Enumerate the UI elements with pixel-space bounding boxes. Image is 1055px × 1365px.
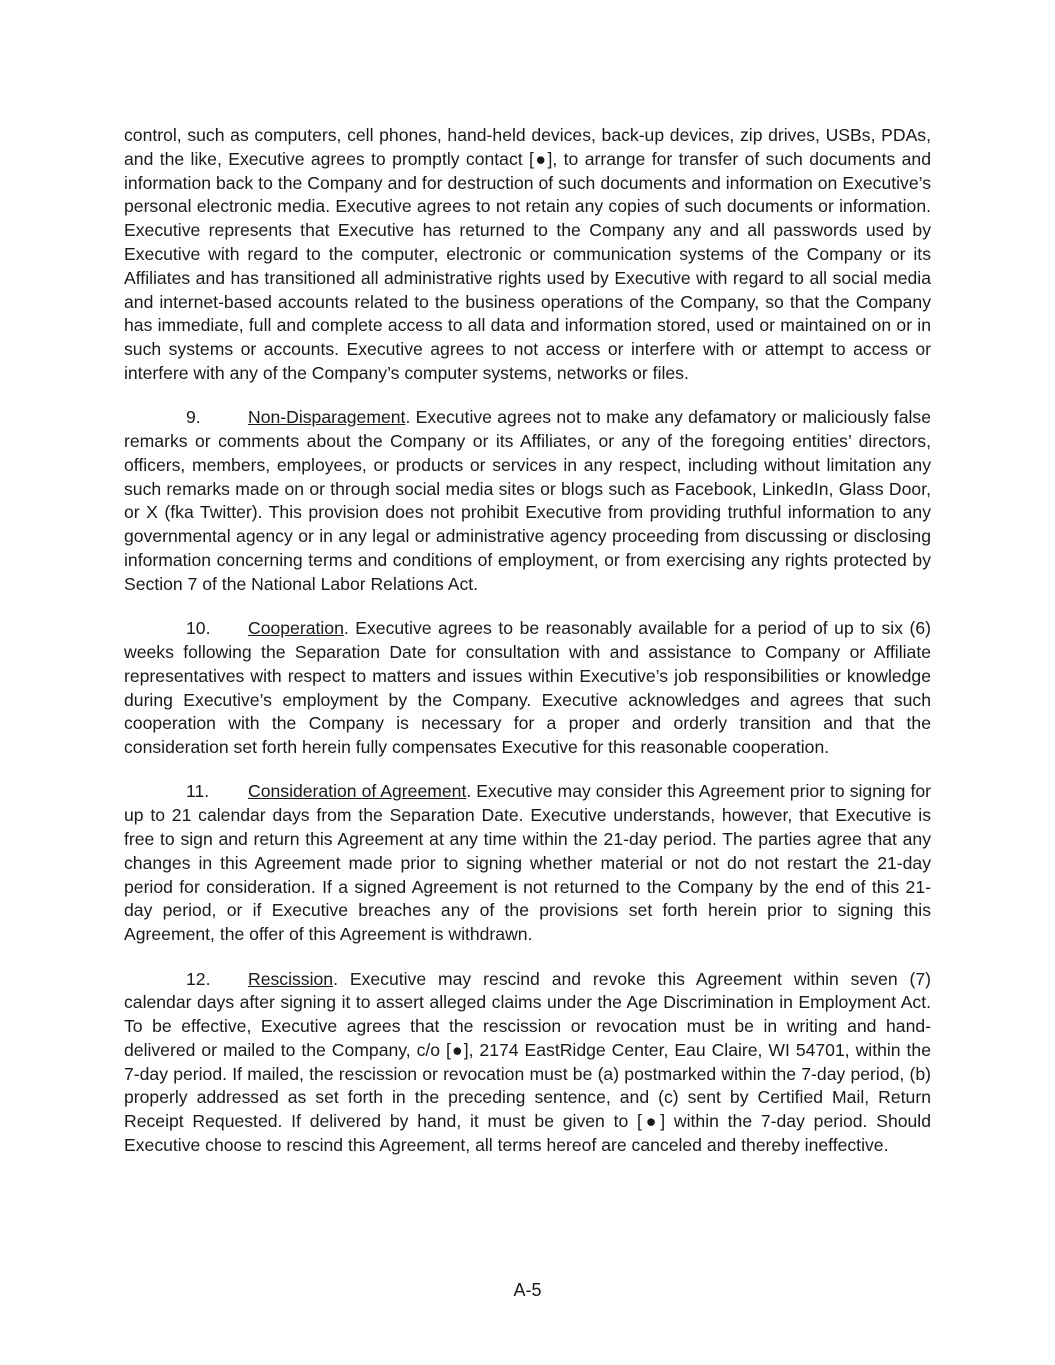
section-heading: Consideration of Agreement [248, 781, 467, 802]
section-heading: Cooperation [248, 618, 344, 639]
page-number: A-5 [513, 1280, 542, 1300]
section-11 [124, 780, 931, 947]
section-number: 10. [186, 618, 211, 639]
section-number: 11. [186, 781, 210, 802]
section-9 [124, 406, 931, 596]
section-12 [124, 968, 931, 1158]
section-heading: Non-Disparagement [248, 407, 406, 428]
section-body: . Executive agrees not to make any defamatory or maliciously false remarks or comments about the Company or its Affiliates, or any of the foregoing entities’ directors, officers, members, employees, or products or services in any respect, including without limitation any such remarks made on or through social media sites or blogs such as Facebook, LinkedIn, Glass Door, or X (fka Twitter). This provision does not prohibit Executive from providing truthful information to any governmental agency or in any legal or administrative agency proceeding from discussing or disclosing information concerning terms and conditions of employment, or from exercising any rights protected by Section 7 of the National Labor Relations Act. [124, 407, 931, 594]
section-number: 9. [186, 407, 201, 428]
section-body: . Executive may consider this Agreement prior to signing for up to 21 calendar days from the Separation Date. Executive understands, however, that Executive is free to sign and return this Agreement at any time within the 21-day period. The parties agree that any changes in this Agreement made prior to signing whether material or not do not restart the 21-day period for consideration. If a signed Agreement is not returned to the Company by the end of this 21-day period, or if Executive breaches any of the provisions set forth herein prior to signing this Agreement, the offer of this Agreement is withdrawn. [124, 781, 931, 945]
section-number: 12. [186, 968, 211, 989]
section-10 [124, 617, 931, 760]
continuation-paragraph: control, such as computers, cell phones, hand-held devices, back-up devices, zip drives, USBs, PDAs, and the like, Executive agrees to promptly contact [●], to arrange for transfer of such documents and information back to the Company and for destruction of such documents and information on Executive’s personal electronic media. Executive agrees to not retain any copies of such documents or information. Executive represents that Executive has returned to the Company any and all passwords used by Executive with regard to the computer, electronic or communication systems of the Company or its Affiliates and has transitioned all administrative rights used by Executive with regard to all social media and internet-based accounts related to the business operations of the Company, so that the Company has immediate, full and complete access to all data and information stored, used or maintained on or in such systems or accounts. Executive agrees to not access or interfere with or attempt to access or interfere with any of the Company’s computer systems, networks or files. [124, 125, 931, 383]
section-body: . Executive may rescind and revoke this Agreement within seven (7) calendar days after signing it to assert alleged claims under the Age Discrimination in Employment Act. To be effective, Executive agrees that the rescission or revocation must be in writing and hand-delivered or mailed to the Company, c/o [●], 2174 EastRidge Center, Eau Claire, WI 54701, within the 7-day period. If mailed, the rescission or revocation must be (a) postmarked within the 7-day period, (b) properly addressed as set forth in the preceding sentence, and (c) sent by Certified Mail, Return Receipt Requested. If delivered by hand, it must be given to [●] within the 7-day period. Should Executive choose to rescind this Agreement, all terms hereof are canceled and thereby ineffective. [124, 968, 931, 1156]
document-body [124, 124, 931, 1178]
section-body: . Executive agrees to be reasonably available for a period of up to six (6) weeks following the Separation Date for consultation with and assistance to Company or Affiliate representatives with respect to matters and issues within Executive’s job responsibilities or knowledge during Executive’s employment by the Company. Executive acknowledges and agrees that such cooperation with the Company is necessary for a proper and orderly transition and that the consideration set forth herein fully compensates Executive for this reasonable cooperation. [124, 618, 931, 758]
section-heading: Rescission [248, 968, 334, 989]
